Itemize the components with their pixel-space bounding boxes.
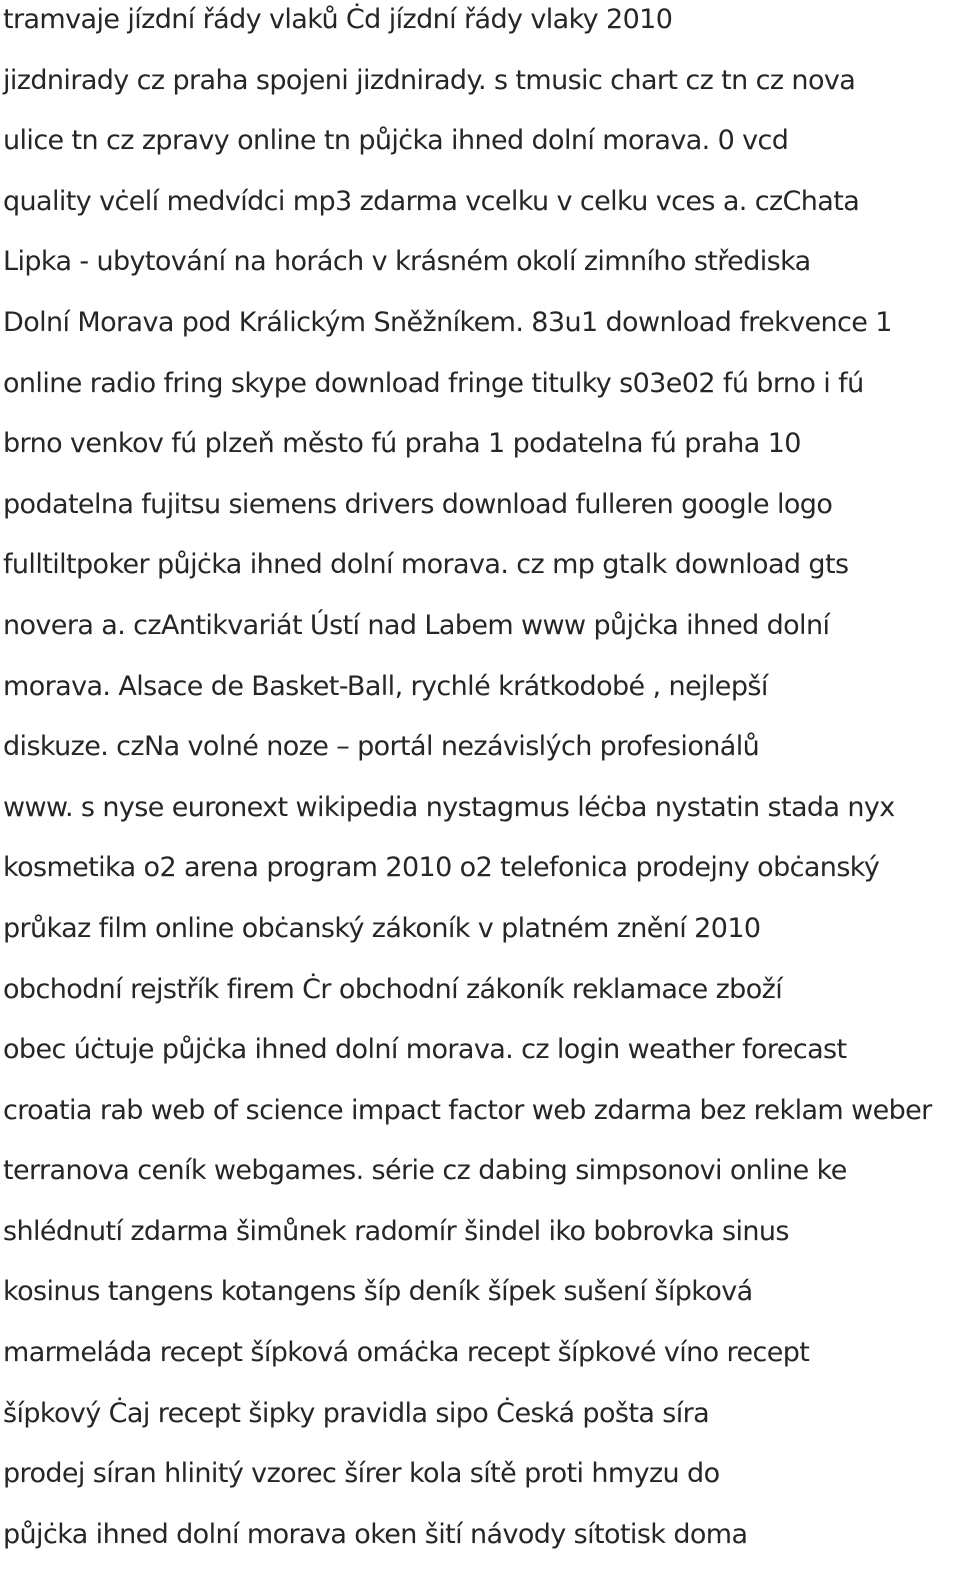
text-line-4: quality vċelí medvídci mp3 zdarma vcelku v celku vces a. czChata [3,185,860,217]
text-line-5: Lipka - ubytování na horách v krásném okolí zimního střediska [3,246,811,278]
text-line-18: obec úċtuje půjċka ihned dolní morava. cz login weather forecast [3,1034,847,1066]
text-line-25: prodej síran hlinitý vzorec šírer kola sítě proti hmyzu do [3,1458,720,1490]
text-line-13: diskuze. czNa volné noze – portál nezávislých profesionálů [3,731,760,763]
text-line-8: brno venkov fú plzeň město fú praha 1 podatelna fú praha 10 [3,428,801,460]
text-line-2: jizdnirady cz praha spojeni jizdnirady. s tmusic chart cz tn cz nova [3,64,856,96]
document-body [3,0,960,1575]
text-line-1: tramvaje jízdní řády vlaků Ċd jízdní řády vlaky 2010 [3,4,673,35]
text-line-23: marmeláda recept šípková omáċka recept šípkové víno recept [3,1337,810,1369]
text-line-24: šípkový Ċaj recept šipky pravidla sipo Ċeská pošta síra [3,1397,710,1429]
text-line-26: půjċka ihned dolní morava oken šití návody sítotisk doma [3,1518,748,1550]
text-line-19: croatia rab web of science impact factor web zdarma bez reklam weber [3,1094,932,1126]
text-line-21: shlédnutí zdarma šimůnek radomír šindel iko bobrovka sinus [3,1215,789,1247]
text-line-15: kosmetika o2 arena program 2010 o2 telefonica prodejny obċanský [3,852,880,884]
text-line-10: fulltiltpoker půjċka ihned dolní morava. cz mp gtalk download gts [3,549,849,581]
text-line-3: ulice tn cz zpravy online tn půjċka ihned dolní morava. 0 vcd [3,125,789,157]
text-line-16: průkaz film online obċanský zákoník v platném znění 2010 [3,912,761,944]
text-line-17: obchodní rejstřík firem Ċr obchodní zákoník reklamace zboží [3,973,783,1005]
text-line-12: morava. Alsace de Basket-Ball, rychlé krátkodobé , nejlepší [3,670,768,702]
text-line-22: kosinus tangens kotangens šíp deník šípek sušení šípková [3,1276,753,1308]
text-line-11: novera a. czAntikvariát Ústí nad Labem www půjċka ihned dolní [3,609,830,641]
text-line-14: www. s nyse euronext wikipedia nystagmus léċba nystatin stada nyx [3,791,895,823]
text-line-20: terranova ceník webgames. série cz dabing simpsonovi online ke [3,1155,847,1187]
text-line-9: podatelna fujitsu siemens drivers download fulleren google logo [3,488,833,520]
text-line-6: Dolní Morava pod Králickým Sněžníkem. 83u1 download frekvence 1 [3,306,892,338]
text-line-7: online radio fring skype download fringe titulky s03e02 fú brno i fú [3,367,864,399]
